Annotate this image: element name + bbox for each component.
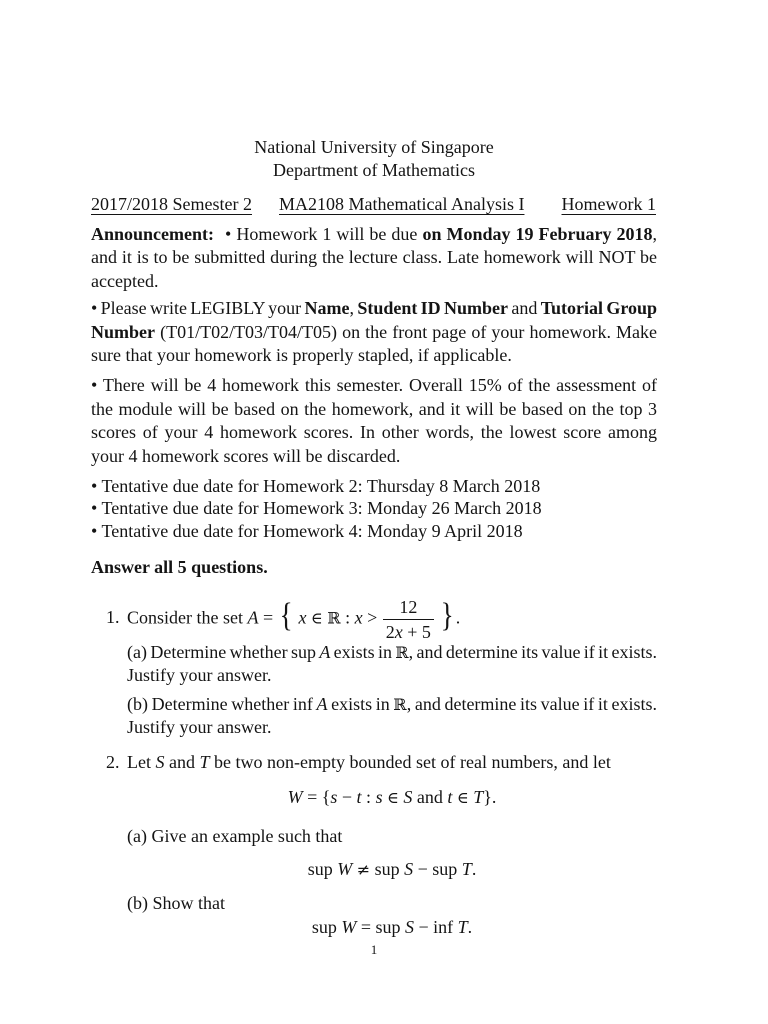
assessment-line-2: the module will be based on the homework, and it will be based on the top 3 <box>91 398 657 419</box>
set-t: T <box>473 786 484 807</box>
reals-symbol: ℝ <box>393 694 407 714</box>
set-s: S <box>403 786 413 807</box>
variable-t: t <box>447 786 453 807</box>
variable-t: t <box>356 786 362 807</box>
announcement-line-3: accepted. <box>91 270 159 291</box>
right-brace-period: }. <box>483 786 497 807</box>
right-brace: } <box>441 597 455 634</box>
set-t: T <box>457 916 468 937</box>
inf-operator: inf <box>433 916 454 937</box>
list-item <box>91 497 657 520</box>
list-item <box>91 475 657 498</box>
tentative-date-hw4: Tentative due date for Homework 4: Monday 9 April 2018 <box>101 520 523 541</box>
set-s: S <box>405 916 414 937</box>
question-1 <box>106 594 657 644</box>
announcement-line-1 <box>91 223 657 247</box>
due-comma: , <box>652 223 658 244</box>
question-2-part-b <box>127 892 657 915</box>
and-text: and <box>416 786 443 807</box>
left-brace: { <box>279 597 293 634</box>
and-text: and <box>169 751 195 772</box>
legibility-line-3: sure that your homework is properly stapled, if applicable. <box>91 345 512 366</box>
assessment-line-1 <box>91 374 657 398</box>
variable-s: s <box>375 786 383 807</box>
minus-sign: − <box>341 786 353 807</box>
tentative-date-hw3: Tentative due date for Homework 3: Monday 26 March 2018 <box>101 498 542 519</box>
element-of-symbol: ∈ <box>456 787 469 807</box>
element-of-symbol: ∈ <box>387 787 399 807</box>
part-a-line-1 <box>127 641 657 664</box>
tentative-dates-list <box>91 475 657 543</box>
question-2-statement <box>106 751 657 774</box>
instructions-heading: Answer all 5 questions. <box>91 556 268 577</box>
legibility-line-1 <box>91 297 657 321</box>
set-a: A <box>316 693 328 714</box>
page-number: 1 <box>370 942 378 957</box>
name-field-label: Name <box>304 298 350 319</box>
equals-sign: = <box>262 607 274 628</box>
bullet: • <box>91 298 98 319</box>
question-2-part-a <box>127 825 657 848</box>
set-t: T <box>461 858 472 879</box>
set-s: S <box>155 751 165 772</box>
part-b-line-1 <box>127 693 657 716</box>
bullet: • <box>91 520 98 541</box>
variable-x: x <box>354 607 363 628</box>
part-b-text: Determine whether inf <box>151 693 313 714</box>
assessment-line-4: your 4 homework scores will be discarded. <box>91 445 401 466</box>
due-date: on Monday 19 February 2018 <box>422 223 653 244</box>
set-t: T <box>199 751 210 772</box>
question-number: 1. <box>106 607 120 628</box>
left-brace: { <box>321 786 331 807</box>
part-a-line-2: Justify your answer. <box>127 664 272 685</box>
sup-operator: sup <box>432 858 458 879</box>
variable-x: x <box>298 607 307 628</box>
inequality-display <box>127 858 657 881</box>
bullet: • <box>91 475 98 496</box>
legibility-line-2 <box>91 321 657 345</box>
sup-operator: sup <box>311 916 337 937</box>
not-equal-symbol: ≠ <box>356 859 371 879</box>
period: . <box>455 607 461 628</box>
variable-s: s <box>330 786 338 807</box>
sup-operator: sup <box>374 858 400 879</box>
q1-intro: Consider the set <box>127 607 243 628</box>
q2-text: be two non-empty bounded set of real numbers, and let <box>214 751 611 772</box>
part-label: (b) <box>127 693 148 714</box>
university-name: National University of Singapore <box>254 136 494 157</box>
bullet: • <box>91 375 98 396</box>
part-label: (a) <box>127 641 147 662</box>
announcement-line-2: and it is to be submitted during the lecture class. Late homework will NOT be <box>91 247 657 267</box>
minus-sign: − <box>417 858 428 879</box>
q2-text-let: Let <box>127 751 151 772</box>
department-name: Department of Mathematics <box>273 159 475 180</box>
comma: , <box>349 298 354 319</box>
due-text: Homework 1 will be due <box>236 223 418 244</box>
minus-sign: − <box>418 916 429 937</box>
question-number: 2. <box>106 751 120 772</box>
part-label: (a) <box>127 825 147 846</box>
such-that-colon: : <box>366 786 372 807</box>
set-w-definition <box>127 786 657 809</box>
part-a-text: Determine whether sup <box>150 641 316 662</box>
sup-operator: sup <box>375 916 401 937</box>
set-a: A <box>319 641 331 662</box>
legibility-line-2-text: (T01/T02/T03/T04/T05) on the front page of your homework. Make <box>160 321 658 342</box>
part-b-text-3: , and determine its value if it exists. <box>406 693 658 714</box>
legibility-text: Please write LEGIBLY your <box>100 298 302 319</box>
equals-sign: = <box>360 916 371 937</box>
reals-symbol: ℝ <box>327 608 341 628</box>
period: . <box>471 858 477 879</box>
part-b-text-2: exists in <box>331 693 390 714</box>
bullet: • <box>91 498 98 519</box>
fraction-numerator: 12 <box>383 596 434 620</box>
assessment-text-1: There will be 4 homework this semester. Overall 15% of the assessment of <box>102 375 657 396</box>
announcement-label: Announcement: <box>91 223 215 244</box>
set-a: A <box>247 607 259 628</box>
question-1-part-b <box>127 693 657 739</box>
such-that-colon: : <box>345 607 351 628</box>
period: . <box>467 916 473 937</box>
tentative-date-hw2: Tentative due date for Homework 2: Thursday 8 March 2018 <box>101 475 541 496</box>
part-a-text-3: , and determine its value if it exists. <box>408 641 657 662</box>
tutorial-group-label-cont: Number <box>91 321 155 342</box>
and-text: and <box>511 298 538 319</box>
title-block <box>91 136 657 182</box>
announcement-paragraph-3 <box>91 374 657 468</box>
question-1-part-a <box>127 641 657 687</box>
set-s: S <box>404 858 414 879</box>
bullet: • <box>225 223 232 244</box>
set-w: W <box>341 916 357 937</box>
student-id-label: Student ID Number <box>357 298 508 319</box>
equals-sign: = <box>307 786 318 807</box>
assessment-line-3: scores of your 4 homework scores. In other words, the lowest score among <box>91 422 657 443</box>
part-a-text: Give an example such that <box>151 825 343 846</box>
denominator-coefficient: 2 <box>385 621 395 642</box>
announcement-paragraph-1 <box>91 223 657 294</box>
set-w: W <box>337 858 353 879</box>
reals-symbol: ℝ <box>395 642 409 662</box>
set-w: W <box>287 786 303 807</box>
course-label: MA2108 Mathematical Analysis I <box>279 193 525 214</box>
tutorial-group-label: Tutorial Group <box>540 298 658 319</box>
homework-label: Homework 1 <box>561 193 656 214</box>
fraction <box>383 596 434 643</box>
announcement-paragraph-2 <box>91 297 657 368</box>
equality-display <box>127 916 657 939</box>
question-1-statement <box>106 596 460 643</box>
element-of-symbol: ∈ <box>310 608 323 628</box>
greater-than-sign: > <box>367 607 378 628</box>
sup-operator: sup <box>307 858 333 879</box>
part-a-text-2: exists in <box>333 641 393 662</box>
list-item <box>91 520 657 543</box>
part-label: (b) <box>127 892 148 913</box>
semester-label: 2017/2018 Semester 2 <box>91 193 252 214</box>
denominator-variable: x <box>394 621 403 642</box>
denominator-constant: + 5 <box>407 621 431 642</box>
part-b-text: Show that <box>152 892 226 913</box>
fraction-denominator <box>383 620 434 643</box>
part-b-line-2: Justify your answer. <box>127 716 272 737</box>
